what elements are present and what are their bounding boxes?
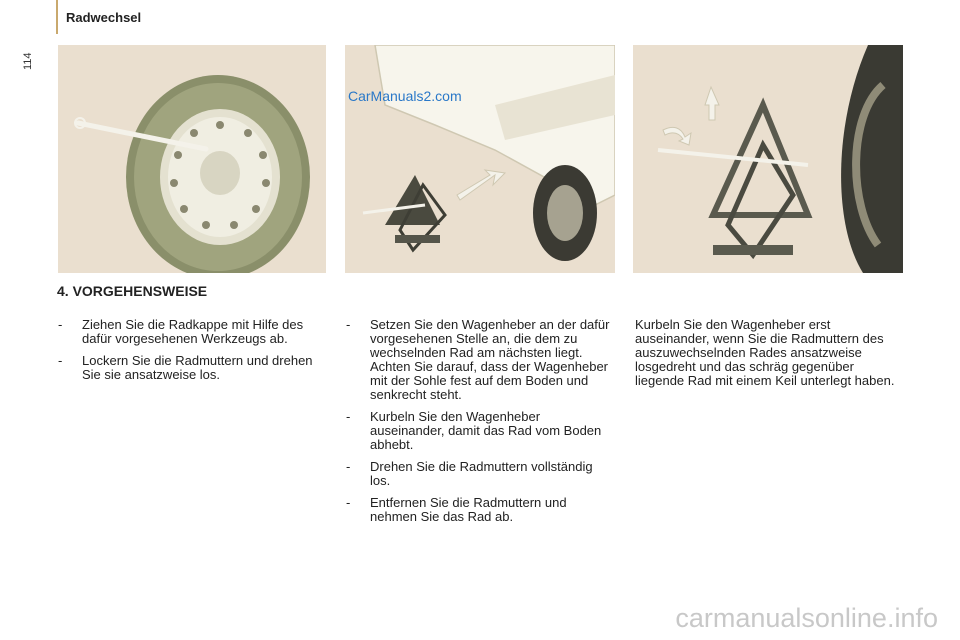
list-bullet: - (346, 317, 351, 332)
figure-jack-placement (345, 45, 615, 273)
procedure-heading: 4. VORGEHENSWEISE (57, 283, 208, 299)
section-accent-bar (56, 0, 58, 34)
page-number: 114 (22, 52, 34, 70)
list-item (346, 496, 611, 524)
car-jack-illustration (345, 45, 615, 273)
figure-hubcap-removal (58, 45, 326, 273)
list-item (346, 410, 611, 452)
list-bullet: - (346, 409, 351, 424)
list-item (58, 354, 320, 382)
procedure-column-1 (58, 318, 320, 390)
figure-jack-raise (633, 45, 903, 273)
step-text: Kurbeln Sie den Wagenheber auseinander, damit das Rad vom Boden abhebt. (370, 409, 602, 452)
footer-watermark: carmanualsonline.info (675, 603, 938, 633)
list-item (346, 460, 611, 488)
wheel-illustration (58, 45, 326, 273)
list-item (346, 318, 611, 402)
step-text: Drehen Sie die Radmuttern vollständig los. (370, 459, 593, 488)
list-bullet: - (58, 353, 63, 368)
step-text: Lockern Sie die Radmuttern und drehen Sie sie ansatzweise los. (82, 353, 313, 382)
procedure-note: Kurbeln Sie den Wagenheber erst auseinander, wenn Sie die Radmuttern des auszuwechselnden Rades ansatzweise losgedreht und das schräg gegenüber liegende Rad mit einem Keil unterlegt haben. (635, 317, 895, 388)
watermark-top: CarManuals2.com (348, 88, 462, 104)
list-bullet: - (346, 495, 351, 510)
jack-closeup-illustration (633, 45, 903, 273)
procedure-column-2 (346, 318, 611, 532)
section-title: Radwechsel (66, 10, 142, 25)
list-bullet: - (58, 317, 63, 332)
step-text: Ziehen Sie die Radkappe mit Hilfe des dafür vorgesehenen Werkzeugs ab. (82, 317, 304, 346)
list-bullet: - (346, 459, 351, 474)
step-text: Setzen Sie den Wagenheber an der dafür vorgesehenen Stelle an, die dem zu wechselnden Rad am nächsten liegt. Achten Sie darauf, dass der Wagenheber mit der Sohle fest auf dem Boden und senkrecht steht. (370, 317, 610, 402)
list-item (58, 318, 320, 346)
step-text: Entfernen Sie die Radmuttern und nehmen Sie das Rad ab. (370, 495, 567, 524)
